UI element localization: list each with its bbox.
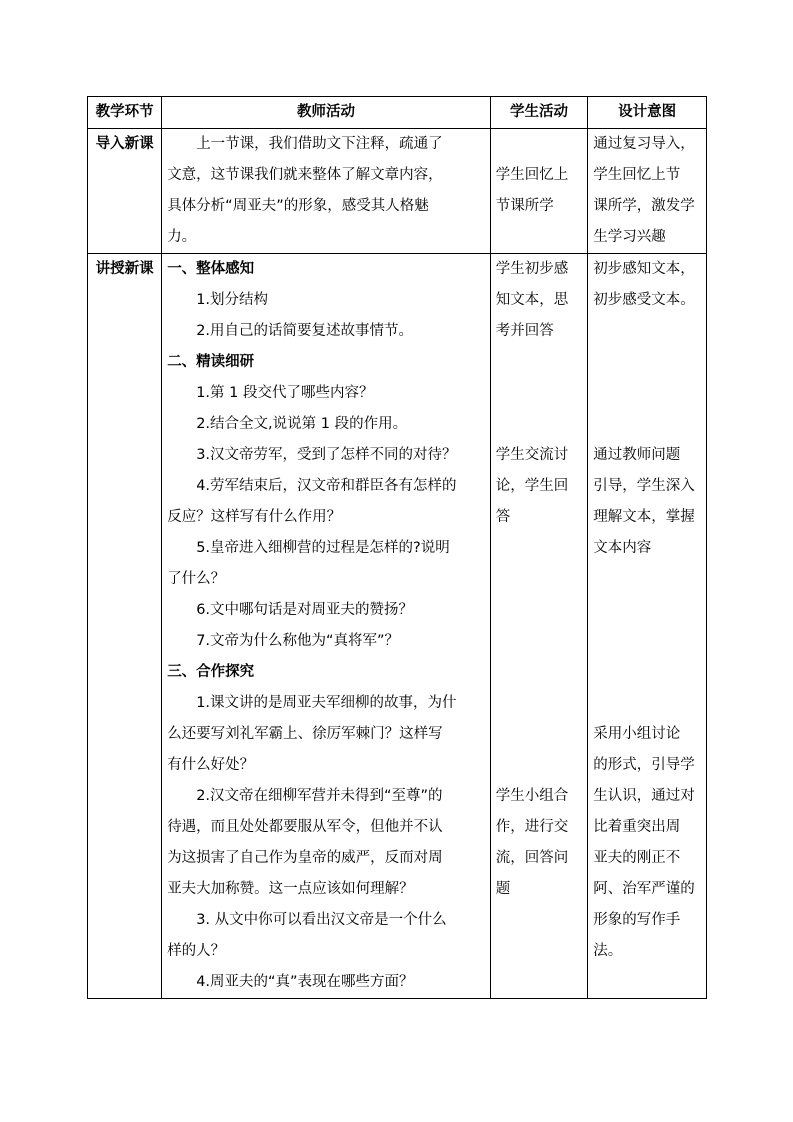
intro-student-line: 节课所学 — [495, 198, 554, 214]
intent-line: 通过教师问题 — [593, 447, 681, 463]
spacer — [496, 750, 583, 781]
section-item: 4.劳军结束后，汉文帝和群臣各有怎样的 — [196, 478, 457, 494]
student-line: 考并回答 — [495, 323, 554, 339]
spacer — [496, 688, 583, 719]
section-item: 3. 从文中你可以看出汉文帝是一个什么 — [196, 912, 447, 928]
section-item: 样的人？ — [167, 943, 226, 959]
intro-intent-line: 通过复习导入， — [593, 136, 695, 152]
main-teacher — [162, 254, 491, 999]
header-intent: 设计意图 — [588, 97, 707, 129]
intent-line: 初步感知文本， — [593, 261, 695, 277]
intro-intent-line: 课所学，激发学 — [593, 198, 695, 214]
section-item: 1.课文讲的是周亚夫军细柳的故事，为什 — [196, 695, 457, 711]
intent-line: 初步感受文本。 — [593, 292, 695, 308]
intent-line: 文本内容 — [593, 540, 652, 556]
section-heading: 一、整体感知 — [167, 261, 255, 277]
intro-teacher-line: 上一节课，我们借助文下注释，疏通了 — [196, 136, 443, 152]
section-heading: 二、精读细研 — [167, 354, 255, 370]
spacer — [593, 564, 701, 595]
header-student: 学生活动 — [490, 97, 588, 129]
student-line: 学生交流讨 — [495, 447, 569, 463]
spacer — [593, 688, 701, 719]
section-item: 5.皇帝进入细柳营的过程是怎样的?说明 — [196, 540, 450, 556]
section-item: 1.划分结构 — [196, 292, 269, 308]
lesson-plan-table — [87, 96, 707, 999]
section-item: 6.文中哪句话是对周亚夫的赞扬？ — [196, 602, 414, 618]
spacer — [496, 719, 583, 750]
student-line: 知文本，思 — [495, 292, 569, 308]
section-item: 2.用自己的话简要复述故事情节。 — [196, 323, 414, 339]
intro-student — [490, 129, 588, 254]
intent-line: 生认识，通过对 — [593, 788, 695, 804]
section-item: 1.第 1 段交代了哪些内容？ — [196, 385, 374, 401]
student-line: 流，回答问 — [495, 850, 569, 866]
student-line: 作，进行交 — [495, 819, 569, 835]
student-line: 学生初步感 — [495, 261, 569, 277]
spacer — [496, 595, 583, 626]
spacer — [593, 347, 701, 378]
spacer — [593, 316, 701, 347]
intro-teacher-line: 力。 — [167, 229, 197, 245]
section-item: 为这损害了自己作为皇帝的威严，反而对周 — [167, 850, 443, 866]
section-item: 亚夫大加称赞。这一点应该如何理解？ — [167, 881, 414, 897]
section-item: 4.周亚夫的“真”表现在哪些方面？ — [196, 974, 414, 990]
header-stage: 教学环节 — [88, 97, 162, 129]
intro-row — [88, 129, 707, 254]
section-item: 2.汉文帝在细柳军营并未得到“至尊”的 — [196, 788, 443, 804]
section-item: 7.文帝为什么称他为“真将军”？ — [196, 633, 400, 649]
intro-student-line: 学生回忆上 — [495, 167, 569, 183]
student-line: 论，学生回 — [495, 478, 569, 494]
intent-line: 采用小组讨论 — [593, 726, 681, 742]
intro-intent-line: 学生回忆上节 — [593, 167, 681, 183]
intent-line: 亚夫的刚正不 — [593, 850, 681, 866]
spacer — [496, 347, 583, 378]
main-row — [88, 254, 707, 999]
main-intent — [588, 254, 707, 999]
intent-line: 阿、治军严谨的 — [593, 881, 695, 897]
spacer — [496, 409, 583, 440]
spacer — [496, 564, 583, 595]
section-item: 有什么好处？ — [167, 757, 255, 773]
student-line: 学生小组合 — [495, 788, 569, 804]
intro-teacher-line: 具体分析“周亚夫”的形象，感受其人格魅 — [167, 198, 429, 214]
intro-stage: 导入新课 — [88, 129, 162, 254]
spacer — [496, 533, 583, 564]
intent-line: 理解文本，掌握 — [593, 509, 695, 525]
intro-teacher-line: 文意，这节课我们就来整体了解文章内容， — [167, 167, 443, 183]
intent-line: 的形式，引导学 — [593, 757, 695, 773]
student-line: 答 — [495, 509, 511, 525]
intent-line: 法。 — [593, 943, 623, 959]
spacer — [496, 626, 583, 657]
intent-line: 比着重突出周 — [593, 819, 681, 835]
main-student — [490, 254, 588, 999]
section-heading: 三、合作探究 — [167, 664, 255, 680]
spacer — [496, 378, 583, 409]
header-row — [88, 97, 707, 129]
spacer — [496, 657, 583, 688]
section-item: 么还要写刘礼军霸上、徐厉军棘门？这样写 — [167, 726, 443, 742]
header-teacher: 教师活动 — [162, 97, 491, 129]
spacer — [593, 657, 701, 688]
section-item: 待遇，而且处处都要服从军令，但他并不认 — [167, 819, 443, 835]
section-item: 反应？这样写有什么作用？ — [167, 509, 342, 525]
intro-intent-line: 生学习兴趣 — [593, 229, 666, 245]
section-item: 2.结合全文,说说第 1 段的作用。 — [196, 416, 408, 432]
section-item: 3.汉文帝劳军，受到了怎样不同的对待？ — [196, 447, 457, 463]
spacer — [593, 409, 701, 440]
student-line: 题 — [495, 881, 511, 897]
spacer — [593, 595, 701, 626]
spacer — [593, 626, 701, 657]
intro-intent — [588, 129, 707, 254]
main-stage: 讲授新课 — [88, 254, 162, 999]
intent-line: 引导，学生深入 — [593, 478, 695, 494]
intent-line: 形象的写作手 — [593, 912, 681, 928]
intro-teacher — [162, 129, 491, 254]
section-item: 了什么？ — [167, 571, 226, 587]
spacer — [593, 378, 701, 409]
